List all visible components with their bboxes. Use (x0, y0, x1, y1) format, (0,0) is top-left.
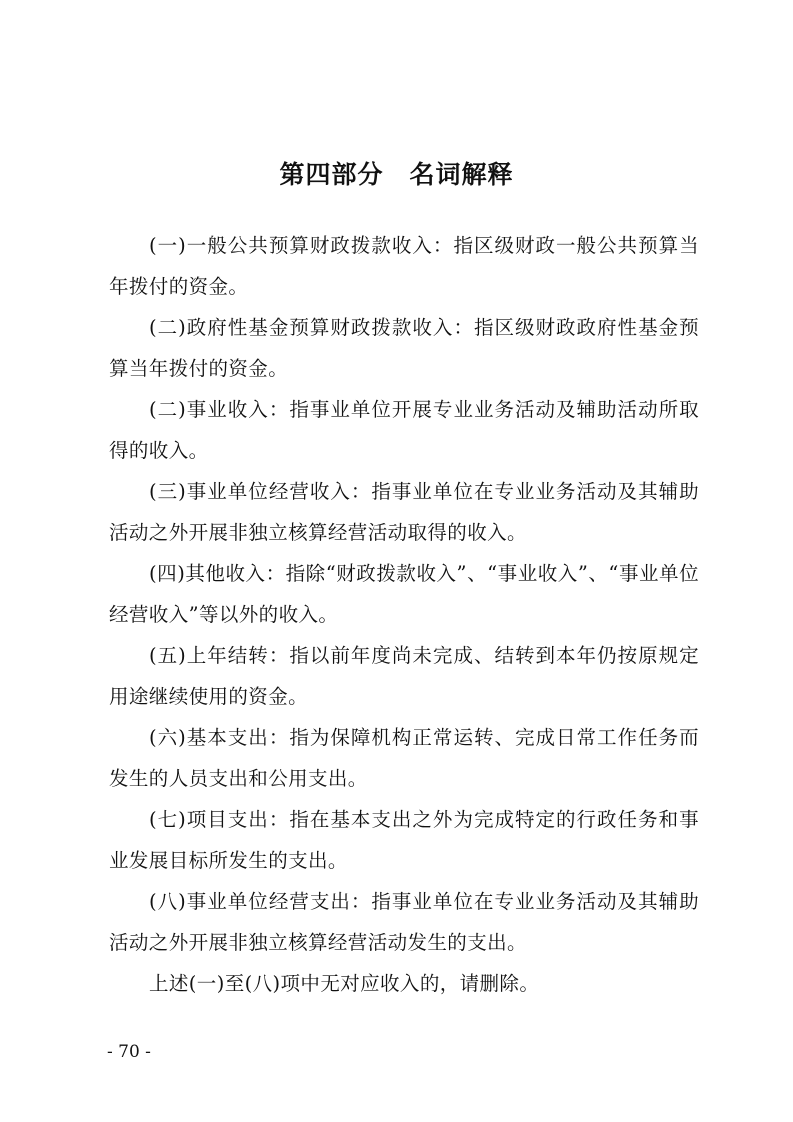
paragraph-general-budget-revenue: (一)一般公共预算财政拨款收入：指区级财政一般公共预算当年拨付的资金。 (109, 234, 699, 298)
page-number: - 70 - (107, 1042, 151, 1062)
paragraph-other-revenue: (四)其他收入：指除“财政拨款收入”、“事业收入”、“事业单位经营收入”等以外的收入。 (109, 562, 699, 626)
paragraph-operating-revenue: (三)事业单位经营收入：指事业单位在专业业务活动及其辅助活动之外开展非独立核算经营活动取得的收入。 (109, 480, 699, 544)
paragraph-prior-year-carryover: (五)上年结转：指以前年度尚未完成、结转到本年仍按原规定用途继续使用的资金。 (109, 644, 699, 708)
page-title: 第四部分 名词解释 (279, 159, 514, 189)
paragraph-basic-expenditure: (六)基本支出：指为保障机构正常运转、完成日常工作任务而发生的人员支出和公用支出。 (109, 726, 699, 790)
definitions-body (109, 225, 699, 1004)
paragraph-business-revenue: (二)事业收入：指事业单位开展专业业务活动及辅助活动所取得的收入。 (109, 398, 699, 462)
paragraph-operating-expenditure: (八)事业单位经营支出：指事业单位在专业业务活动及其辅助活动之外开展非独立核算经营活动发生的支出。 (109, 890, 699, 954)
paragraph-project-expenditure: (七)项目支出：指在基本支出之外为完成特定的行政任务和事业发展目标所发生的支出。 (109, 808, 699, 872)
paragraph-government-fund-revenue: (二)政府性基金预算财政拨款收入：指区级财政政府性基金预算当年拨付的资金。 (109, 316, 699, 380)
paragraph-deletion-note: 上述(一)至(八)项中无对应收入的，请删除。 (149, 972, 540, 995)
